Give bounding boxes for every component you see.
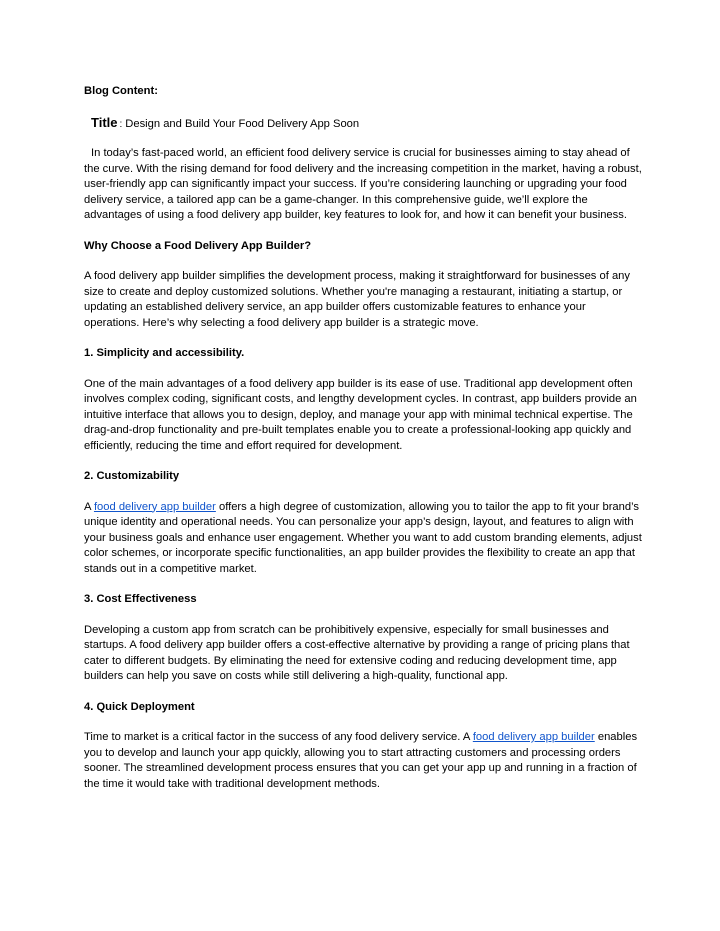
food-delivery-app-builder-link-2[interactable]: food delivery app builder xyxy=(472,731,595,743)
section-4-heading: 4. Quick Deployment xyxy=(84,700,195,713)
section-2-paragraph xyxy=(84,500,644,578)
title-line xyxy=(84,115,644,133)
why-heading: Why Choose a Food Delivery App Builder? xyxy=(84,239,312,252)
section-2-text-before: A xyxy=(84,500,94,513)
section-4-text-before: Time to market is a critical factor in the success of any food delivery service. A xyxy=(84,731,473,743)
section-4-text-after: enables you to develop and launch your app quickly, allowing you to start attracting customers and processing orders sooner. The streamlined development process ensures that you can get your app up and running in a fraction of the time it would take with traditional development methods. xyxy=(84,731,638,790)
page-title: Design and Build Your Food Delivery App Soon xyxy=(125,118,360,130)
title-word: Title xyxy=(91,115,118,130)
section-2-heading: 2. Customizability xyxy=(84,470,180,482)
section-1-paragraph: One of the main advantages of a food delivery app builder is its ease of use. Traditional app development often involves complex coding, significant costs, and lengthy development cycles. In contrast, app builders provide an intuitive interface that allows you to design, deploy, and manage your app with minimal technical expertise. The drag-and-drop functionality and pre-built templates enable you to create a professional-looking app quickly and efficiently, reducing the time and effort required for development. xyxy=(84,377,637,452)
title-colon: : xyxy=(119,119,123,130)
section-3-paragraph: Developing a custom app from scratch can be prohibitively expensive, especially for small businesses and startups. A food delivery app builder offers a cost-effective alternative by providing a range of pricing plans that cater to different budgets. By eliminating the need for extensive coding and reducing development time, app builders can help you save on costs while still delivering a high-quality, functional app. xyxy=(84,623,630,682)
section-2-text-after: offers a high degree of customization, allowing you to tailor the app to fit your brand’s unique identity and operational needs. You can personalize your app’s design, layout, and features to align with your business goals and enhance user engagement. Whether you want to add custom branding elements, adjust color schemes, or incorporate specific functionalities, an app builder provides the flexibility to create an app that stands out in a competitive market. xyxy=(84,500,642,575)
intro-text: In today’s fast-paced world, an efficient food delivery service is crucial for businesses aiming to stay ahead of the curve. With the rising demand for food delivery and the increasing competition in the market, having a robust, user-friendly app can significantly impact your success. If you’re considering launching or upgrading your food delivery service, a tailored app can be a game-changer. In this comprehensive guide, we’ll explore the advantages of using a food delivery app builder, key features to look for, and how it can benefit your business. xyxy=(84,147,642,221)
why-paragraph: A food delivery app builder simplifies the development process, making it straightforward for businesses of any size to create and deploy customized solutions. Whether you're managing a restaurant, initiating a startup, or updating an established delivery service, an app builder offers customizable features to enhance your operations. Here’s why selecting a food delivery app builder is a strategic move. xyxy=(84,270,630,329)
blog-content-label: Blog Content: xyxy=(84,85,158,97)
section-1-heading: 1. Simplicity and accessibility. xyxy=(84,347,245,359)
document-page xyxy=(84,84,644,792)
intro-paragraph xyxy=(84,146,644,224)
section-4-paragraph xyxy=(84,730,644,792)
food-delivery-app-builder-link[interactable]: food delivery app builder xyxy=(93,500,216,513)
section-3-heading: 3. Cost Effectiveness xyxy=(84,593,197,605)
